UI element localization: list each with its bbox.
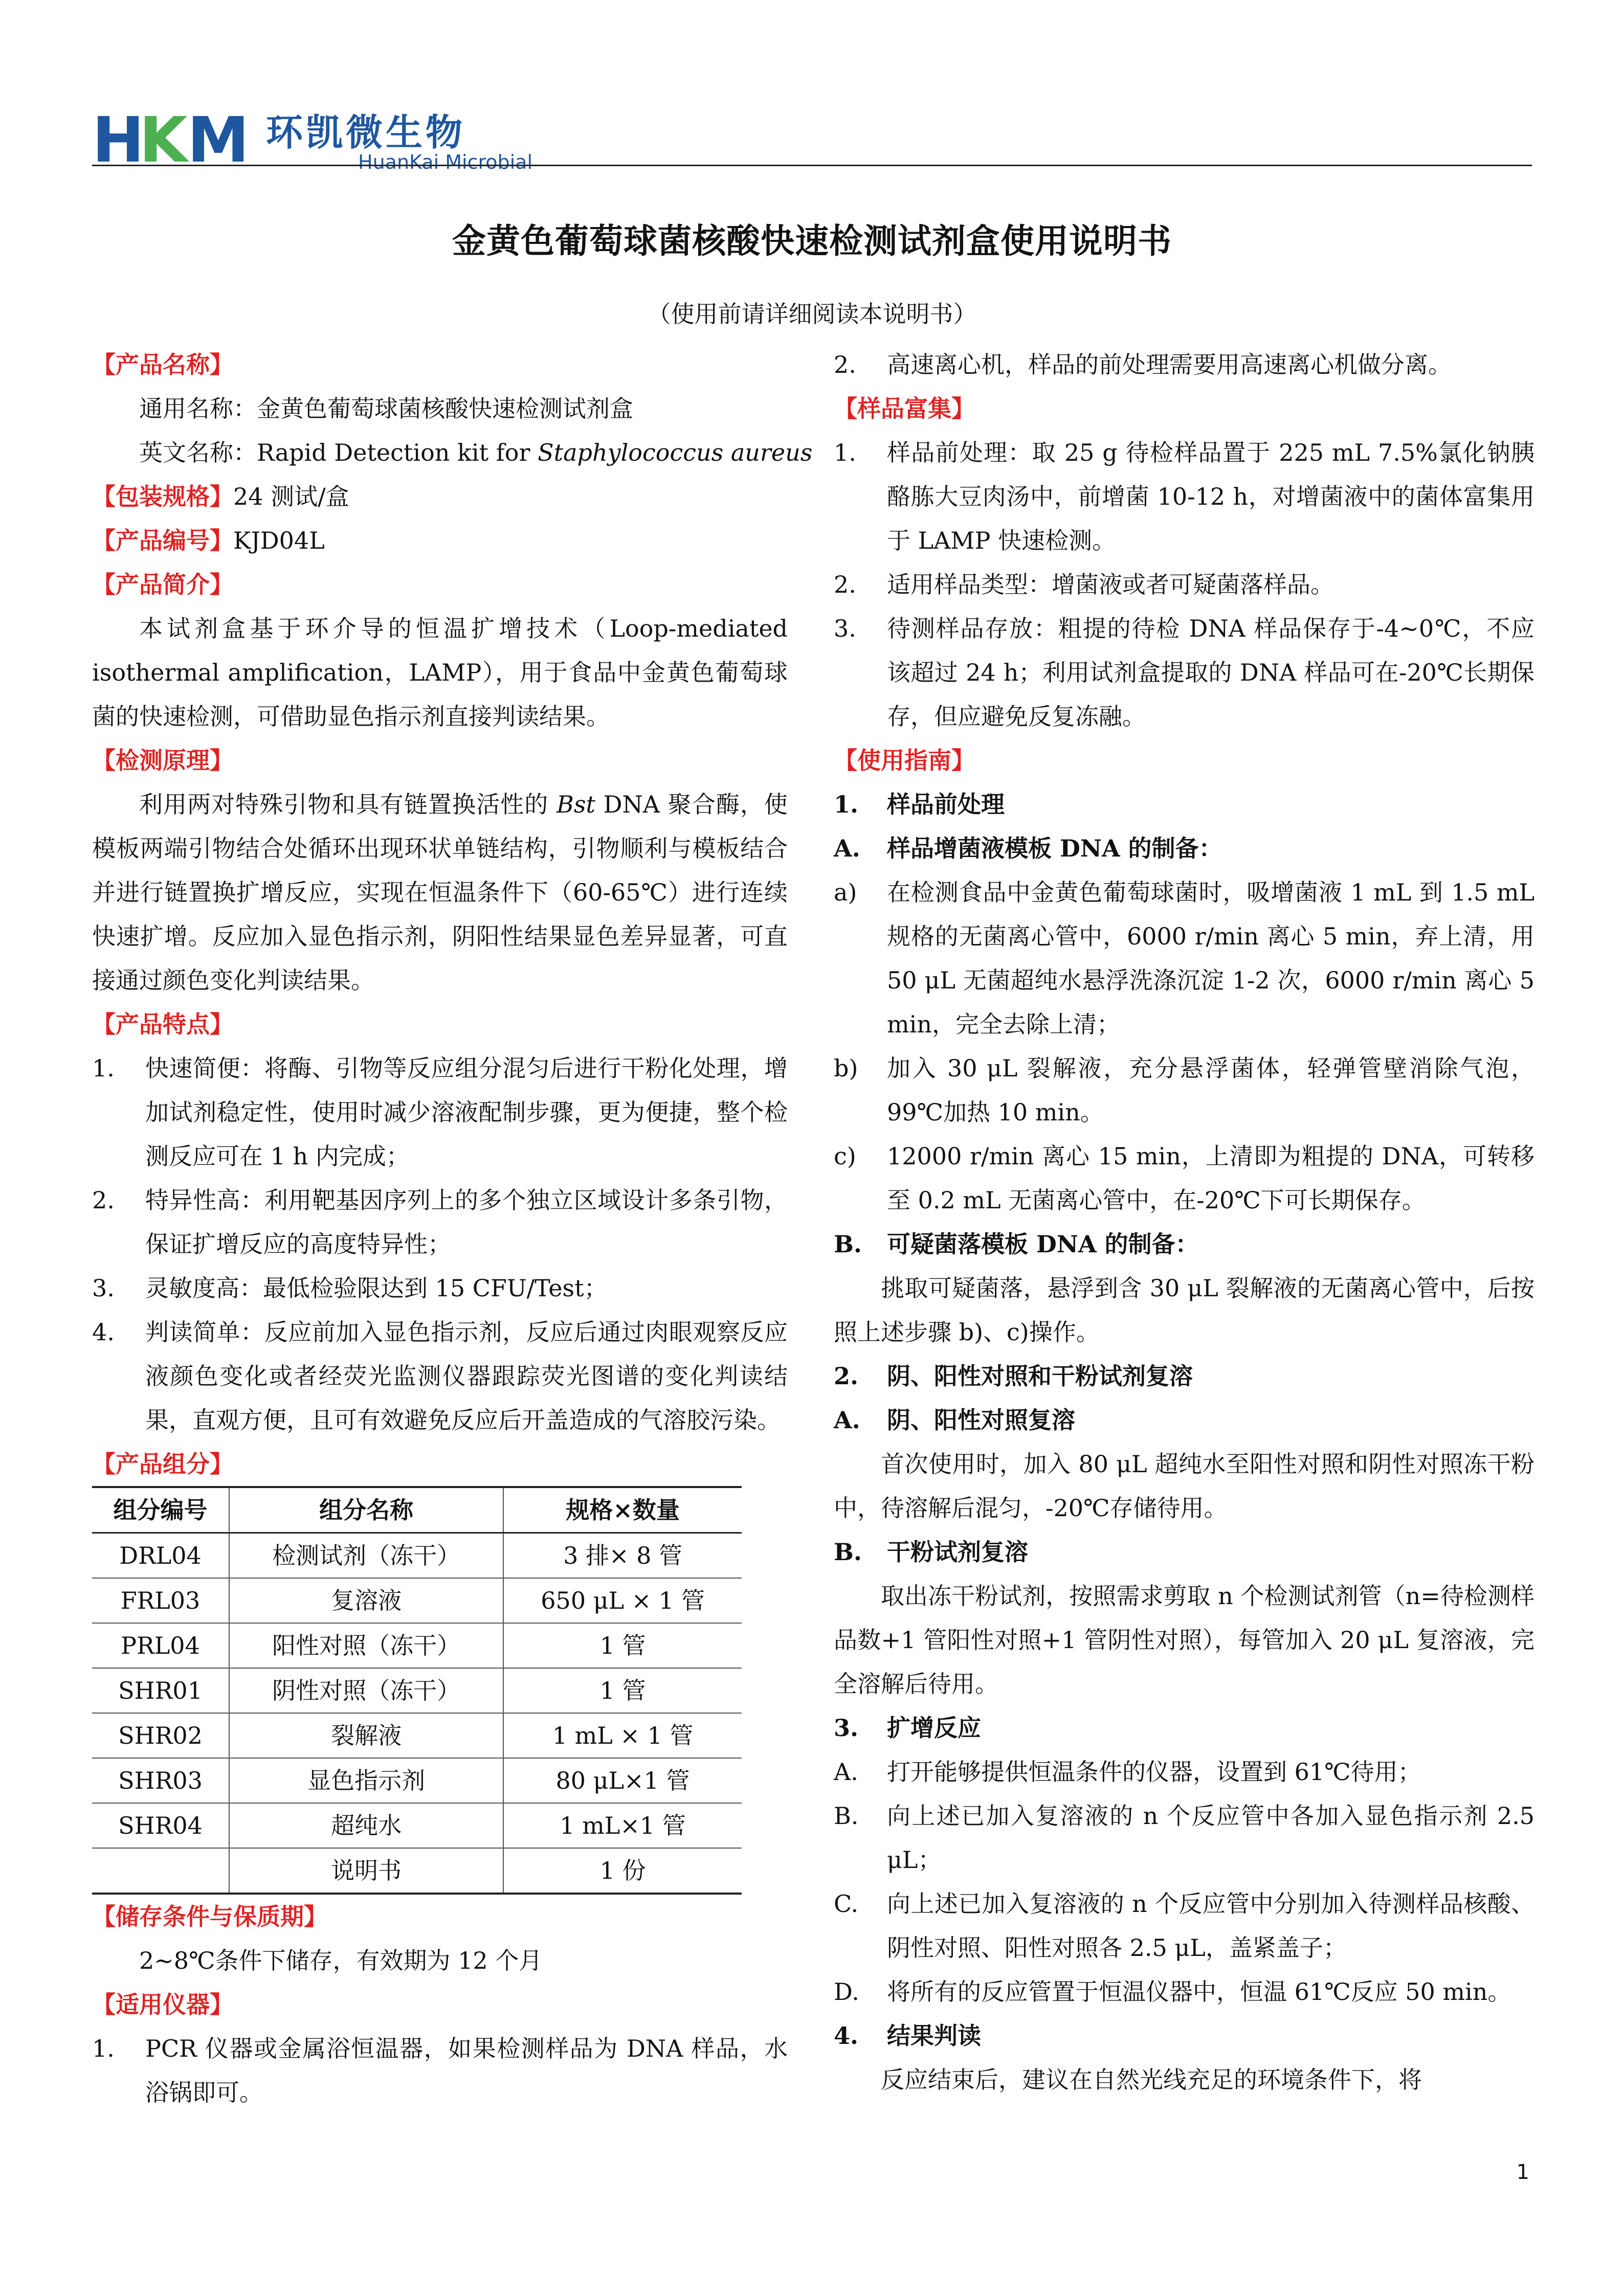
item-text: 向上述已加入复溶液的 n 个反应管中各加入显色指示剂 2.5 μL； (887, 1802, 1534, 1874)
table-cell: 1 管 (503, 1623, 742, 1668)
item-number: B. (834, 1538, 862, 1566)
section-storage: 【储存条件与保质期】 (92, 1903, 327, 1930)
document-title: 金黄色葡萄球菌核酸快速检测试剂盒使用说明书 (452, 221, 1172, 261)
step-heading (834, 1354, 1534, 1398)
logo-chinese-name: 环凯微生物 (266, 111, 466, 154)
section-enrichment: 【样品富集】 (834, 395, 975, 422)
list-item (92, 1310, 788, 1442)
english-name-prefix: 英文名称：Rapid Detection kit for (139, 439, 538, 466)
table-cell: SHR02 (118, 1722, 203, 1749)
item-number: 3. (92, 1274, 115, 1302)
document-subtitle: （使用前请详细阅读本说明书） (647, 300, 977, 328)
intro-text: 本试剂盒基于环介导的恒温扩增技术（Loop-mediated isothermal amplification，LAMP），用于食品中金黄色葡萄球菌的快速检测，可借助显色指示剂直接判读结果。 (92, 615, 788, 730)
item-text: 待测样品存放：粗提的待检 DNA 样品保存于-4~0℃，不应该超过 24 h；利用试剂盒提取的 DNA 样品可在-20℃长期保存，但应避免反复冻融。 (887, 615, 1534, 730)
item-number: a) (834, 879, 857, 906)
table-cell: 1 份 (503, 1848, 742, 1894)
item-text: 加入 30 μL 裂解液，充分悬浮菌体，轻弹管壁消除气泡，99℃加热 10 min。 (887, 1054, 1534, 1126)
table-header-row (92, 1487, 742, 1533)
step-heading (834, 782, 1534, 826)
table-row (92, 1578, 742, 1623)
table-cell: 复溶液 (229, 1578, 503, 1623)
table-row (92, 1848, 742, 1894)
logo-letter-h: H (92, 104, 143, 176)
table-row (92, 1803, 742, 1848)
table-cell: 检测试剂（冻干） (229, 1533, 503, 1579)
paragraph: 取出冻干粉试剂，按照需求剪取 n 个检测试剂管（n=待检测样品数+1 管阳性对照+1 管阴性对照），每管加入 20 μL 复溶液，完全溶解后待用。 (834, 1582, 1534, 1698)
substep-heading (834, 1398, 1534, 1442)
section-product-name: 【产品名称】 (92, 351, 233, 378)
item-number: 1. (92, 1054, 115, 1082)
table-cell (92, 1848, 229, 1894)
table-cell: SHR01 (118, 1677, 203, 1704)
item-number: 2. (834, 571, 856, 598)
item-number: D. (834, 1978, 859, 2006)
paragraph: 反应结束后，建议在自然光线充足的环境条件下，将 (881, 2066, 1422, 2094)
table-cell: PRL04 (121, 1632, 200, 1659)
principle-bst: Bst (557, 791, 595, 818)
substep-heading (834, 1530, 1534, 1574)
principle-post: DNA 聚合酶，使模板两端引物结合处循环出现环状单链结构，引物顺利与模板结合并进行链置换扩增反应，实现在恒温条件下（60-65℃）进行连续快速扩增。反应加入显色指示剂，阴阳性结果显色差异显著，可直接通过颜色变化判读结果。 (92, 791, 788, 994)
pack-spec-value: 24 测试/盒 (233, 483, 349, 510)
list-item (834, 431, 1534, 562)
table-cell: 显色指示剂 (229, 1758, 503, 1803)
item-text: 扩增反应 (887, 1714, 981, 1742)
table-row (92, 1533, 742, 1579)
section-components: 【产品组分】 (92, 1450, 233, 1478)
table-cell: DRL04 (119, 1542, 202, 1569)
item-text: 12000 r/min 离心 15 min，上清即为粗提的 DNA，可转移至 0.2 mL 无菌离心管中，在-20℃下可长期保存。 (887, 1142, 1534, 1214)
list-item (834, 1046, 1534, 1134)
step-heading (834, 1706, 1534, 1750)
section-usage-guide: 【使用指南】 (834, 747, 975, 774)
table-cell: 阴性对照（冻干） (229, 1668, 503, 1713)
features-list (92, 1046, 788, 1442)
list-item (92, 2027, 788, 2114)
header-divider (92, 165, 1532, 166)
item-text: 快速简便：将酶、引物等反应组分混匀后进行干粉化处理，增加试剂稳定性，使用时减少溶液配制步骤，更为便捷，整个检测反应可在 1 h 内完成； (145, 1054, 788, 1170)
item-text: 适用样品类型：增菌液或者可疑菌落样品。 (887, 571, 1334, 598)
table-row (92, 1713, 742, 1758)
hkm-logo (92, 104, 532, 176)
item-number: 1. (834, 439, 856, 466)
item-text: 样品增菌液模板 DNA 的制备： (887, 835, 1222, 862)
left-column (92, 343, 813, 2114)
item-text: 样品前处理 (887, 791, 1005, 818)
table-row (92, 1623, 742, 1668)
item-number: 4. (834, 2022, 859, 2050)
components-table (92, 1486, 742, 1895)
section-pack-spec: 【包装规格】 (92, 483, 233, 510)
item-text: 阴、阳性对照复溶 (887, 1406, 1075, 1434)
item-number: 3. (834, 615, 856, 642)
table-cell: SHR03 (118, 1767, 203, 1794)
item-number: 4. (92, 1318, 115, 1346)
english-name-species: Staphylococcus aureus (538, 439, 813, 466)
item-number: A. (834, 1758, 858, 1786)
column-header: 组分编号 (113, 1496, 208, 1524)
item-number: b) (834, 1054, 858, 1082)
substep-heading (834, 826, 1534, 870)
item-number: 2. (92, 1186, 115, 1214)
table-cell: 1 管 (503, 1668, 742, 1713)
list-item (834, 562, 1534, 606)
list-item (834, 606, 1534, 738)
item-text: 高速离心机，样品的前处理需要用高速离心机做分离。 (887, 351, 1452, 378)
list-item (834, 1970, 1534, 2014)
item-number: c) (834, 1142, 856, 1170)
item-text: 将所有的反应管置于恒温仪器中，恒温 61℃反应 50 min。 (887, 1978, 1511, 2006)
logo-letter-k: K (139, 104, 186, 176)
table-cell: 650 μL × 1 管 (503, 1578, 742, 1623)
item-text: 打开能够提供恒温条件的仪器，设置到 61℃待用； (887, 1758, 1421, 1786)
paragraph: 首次使用时，加入 80 μL 超纯水至阳性对照和阴性对照冻干粉中，待溶解后混匀，-20℃存储待用。 (834, 1450, 1534, 1522)
list-item (834, 1882, 1534, 1970)
list-item (92, 1266, 788, 1310)
item-text: 在检测食品中金黄色葡萄球菌时，吸增菌液 1 mL 到 1.5 mL 规格的无菌离心管中，6000 r/min 离心 5 min，弃上清，用 50 μL 无菌超纯水悬浮洗涤沉淀 1-2 次，6000 r/min 离心 5 min，完全去除上清； (887, 879, 1534, 1038)
item-number: B. (834, 1802, 859, 1830)
table-cell: 3 排× 8 管 (503, 1533, 742, 1579)
item-number: 3. (834, 1714, 859, 1742)
item-text: 可疑菌落模板 DNA 的制备： (887, 1230, 1199, 1258)
item-number: B. (834, 1230, 862, 1258)
substep-heading (834, 1222, 1534, 1266)
table-row (92, 1758, 742, 1803)
table-cell: 1 mL×1 管 (503, 1803, 742, 1848)
section-product-code: 【产品编号】 (92, 527, 233, 554)
principle-text (92, 782, 788, 1002)
item-number: 2. (834, 351, 856, 378)
list-item (834, 343, 1534, 387)
column-header: 规格×数量 (503, 1487, 742, 1533)
item-number: 2. (834, 1362, 859, 1390)
product-code (92, 519, 788, 562)
table-cell: FRL03 (120, 1587, 201, 1614)
table-cell: 1 mL × 1 管 (503, 1713, 742, 1758)
table-cell: 说明书 (229, 1848, 503, 1894)
table-row (92, 1668, 742, 1713)
item-text: 阴、阳性对照和干粉试剂复溶 (887, 1362, 1193, 1390)
item-text: 灵敏度高：最低检验限达到 15 CFU/Test； (145, 1274, 608, 1302)
item-number: 1. (834, 791, 859, 818)
logo-english-name: HuanKai Microbial (358, 151, 532, 173)
list-item (834, 1794, 1534, 1882)
step-heading (834, 2014, 1534, 2058)
page-number: 1 (1516, 2160, 1529, 2184)
table-cell: 裂解液 (229, 1713, 503, 1758)
principle-pre: 利用两对特殊引物和具有链置换活性的 (139, 791, 557, 818)
item-text: 判读简单：反应前加入显色指示剂，反应后通过肉眼观察反应液颜色变化或者经荧光监测仪器跟踪荧光图谱的变化判读结果，直观方便，且可有效避免反应后开盖造成的气溶胶污染。 (145, 1318, 788, 1434)
item-text: 样品前处理：取 25 g 待检样品置于 225 mL 7.5%氯化钠胰酪胨大豆肉汤中，前增菌 10-12 h，对增菌液中的菌体富集用于 LAMP 快速检测。 (887, 439, 1534, 554)
section-features: 【产品特点】 (92, 1010, 233, 1038)
list-item (834, 870, 1534, 1046)
item-text: PCR 仪器或金属浴恒温器，如果检测样品为 DNA 样品，水浴锅即可。 (145, 2035, 788, 2106)
list-item (834, 1134, 1534, 1222)
logo-letter-m: M (187, 104, 248, 176)
paragraph: 挑取可疑菌落，悬浮到含 30 μL 裂解液的无菌离心管中，后按照上述步骤 b)、c)操作。 (834, 1274, 1534, 1346)
section-intro: 【产品简介】 (92, 571, 233, 598)
list-item (92, 1046, 788, 1178)
section-instruments: 【适用仪器】 (92, 1991, 233, 2018)
english-name (92, 431, 813, 475)
item-text: 特异性高：利用靶基因序列上的多个独立区域设计多条引物，保证扩增反应的高度特异性； (145, 1186, 788, 1258)
table-cell: 阳性对照（冻干） (229, 1623, 503, 1668)
generic-name: 通用名称：金黄色葡萄球菌核酸快速检测试剂盒 (139, 395, 633, 422)
storage-text: 2~8℃条件下储存，有效期为 12 个月 (139, 1947, 543, 1974)
table-cell: 80 μL×1 管 (503, 1758, 742, 1803)
table-cell: SHR04 (118, 1812, 203, 1839)
item-text: 向上述已加入复溶液的 n 个反应管中分别加入待测样品核酸、阴性对照、阳性对照各 2.5 μL，盖紧盖子； (887, 1890, 1534, 1962)
item-text: 干粉试剂复溶 (887, 1538, 1028, 1566)
item-number: A. (834, 835, 860, 862)
logo-mark (92, 104, 261, 176)
list-item (834, 1750, 1534, 1794)
section-principle: 【检测原理】 (92, 747, 233, 774)
right-column (834, 343, 1534, 2102)
item-number: 1. (92, 2035, 115, 2062)
product-code-value: KJD04L (233, 527, 325, 554)
item-number: C. (834, 1890, 859, 1918)
pack-spec (92, 475, 788, 519)
list-item (92, 1178, 788, 1266)
column-header: 组分名称 (229, 1487, 503, 1533)
item-text: 结果判读 (887, 2022, 981, 2050)
table-cell: 超纯水 (229, 1803, 503, 1848)
item-number: A. (834, 1406, 860, 1434)
